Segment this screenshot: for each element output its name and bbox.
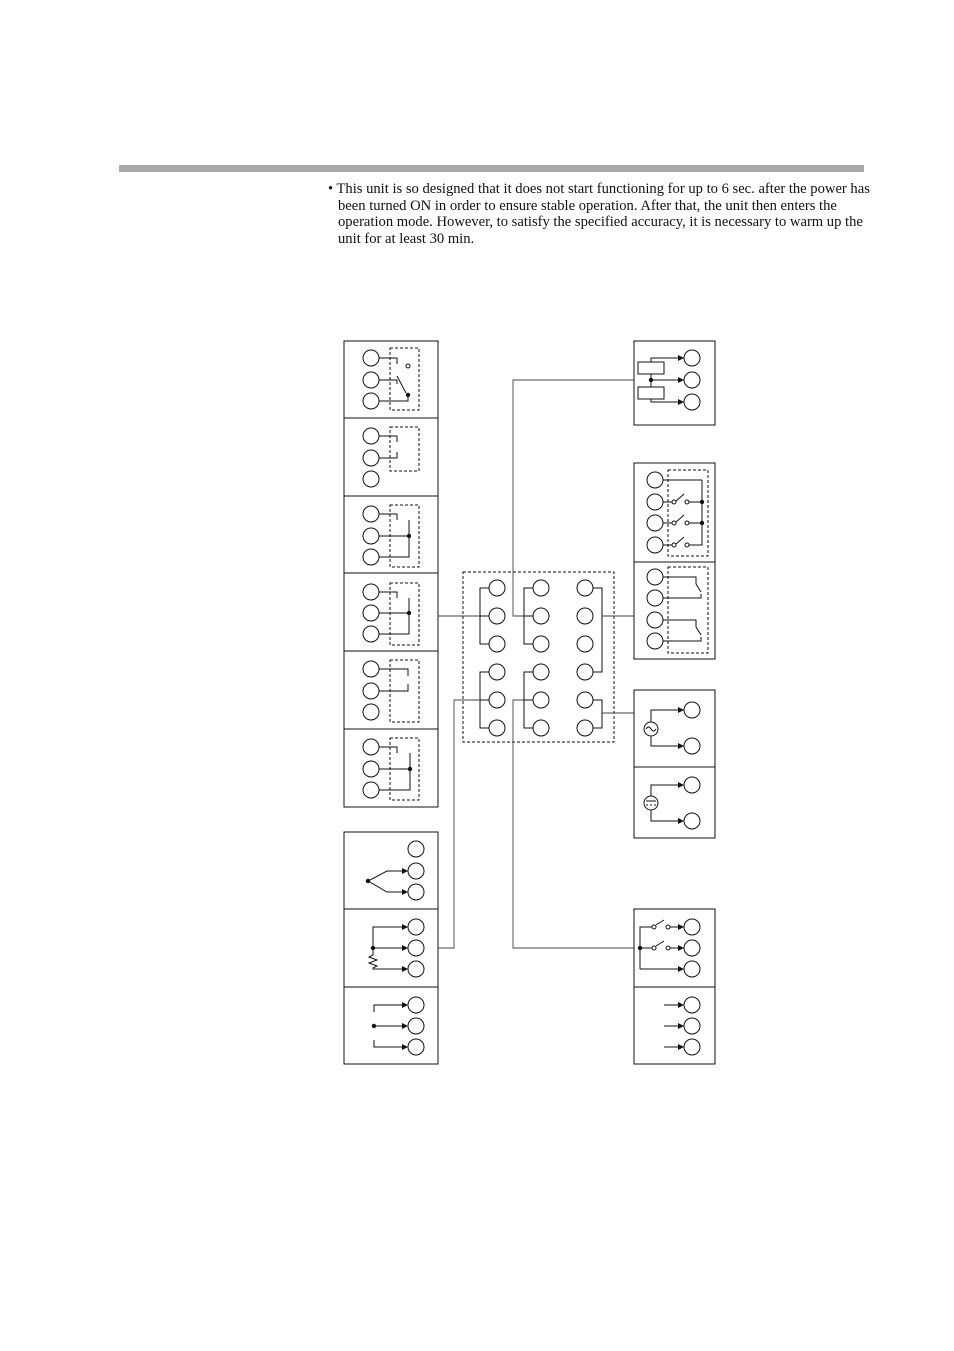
right-modules [634, 341, 715, 1064]
transistor-input-module [664, 997, 700, 1055]
terminal-block-outline [463, 572, 614, 742]
power-supply-frame [634, 690, 715, 838]
note-text: This unit is so designed that it does not start functioning for up to 6 sec. after the power has been turned ON in order to ensure stable operation. After that, the unit then enters the operation mode. However, to satisfy the specified accuracy, it is necessary to warm up the unit for at least 30 min. [336, 181, 870, 247]
rtd-input [369, 919, 424, 977]
left-output-frame [344, 341, 438, 807]
pulse-output-module [363, 738, 419, 800]
event-output-frame [634, 463, 715, 659]
center-terminal-block [463, 572, 614, 742]
left-output-modules [344, 341, 438, 807]
linear-output-module [363, 660, 419, 722]
event-relay-module [647, 470, 708, 556]
thermocouple-input [366, 841, 424, 900]
contact-input-module [638, 919, 700, 977]
event-transistor-module [647, 567, 708, 653]
left-input-modules [344, 832, 438, 1064]
voltage-output-module [363, 427, 419, 487]
current-output-module [363, 505, 419, 567]
relay-coil-module [634, 341, 715, 425]
ssr-output-module [363, 583, 419, 645]
terminal-circles [489, 580, 593, 736]
relay-output-module [363, 348, 419, 410]
ac-power-module [644, 702, 700, 754]
bullet: • [328, 181, 334, 197]
connection-lines [438, 380, 634, 948]
dc-power-module [644, 777, 700, 829]
dc-source-icon [644, 796, 658, 810]
analog-input [372, 997, 424, 1055]
